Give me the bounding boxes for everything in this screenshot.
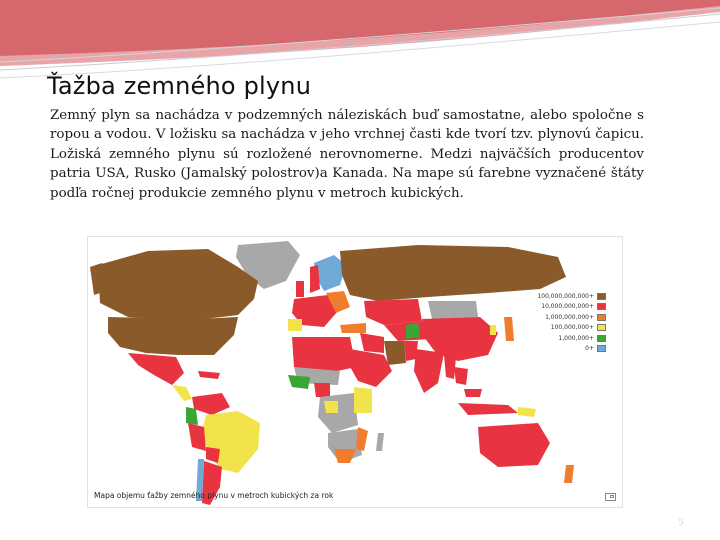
russia-region [340,245,566,301]
mozambique-region [356,427,368,451]
west-africa-region [288,375,310,389]
bolivia-region [206,447,220,463]
legend-label: 100,000,000,000+ [537,292,594,300]
slide-title: Ťažba zemného plynu [47,72,312,100]
slide-body-text: Zemný plyn sa nachádza v podzemných náleziskách buď samostatne, alebo spoločne s ropou a vodou. V ložisku sa nachádza v jeho vrchnej časti kde tvorí tzv. plynovú čapicu. Ložiská zemného plynu sú rozložené nerovnomerne. Medzi najväčších producentov patria USA, Rusko (Jamalský polostrov)a Kanada. Na mape sú farebne vyznačené štáty podľa ročnej produkcie zemného plynu v metroch kubických. [50,108,644,201]
indonesia-region [458,403,518,415]
nigeria-region [314,383,330,397]
algeria-region [304,337,328,361]
map-caption: Mapa objemu ťažby zemného plynu v metroch kubických za rok [94,491,334,500]
arabia-region [348,349,392,387]
legend-swatch [597,324,606,331]
east-africa-region [354,387,372,413]
mongolia-region [428,301,478,319]
world-map [88,237,624,509]
central-america-region [172,385,192,401]
korea-region [490,325,496,335]
japan-region [504,317,514,341]
iraq-region [360,333,384,353]
peru-region [188,423,206,451]
afghanistan-region [406,323,420,339]
canada-region [98,249,258,321]
legend-label: 1,000,000+ [558,334,594,342]
iberia-region [288,319,302,331]
legend-label: 10,000,000,000+ [541,303,594,311]
thailand-region [454,367,468,385]
india-region [414,349,444,393]
equatorial-africa-region [324,401,338,413]
mexico-region [128,353,184,385]
legend-swatch [597,335,606,342]
legend-label: 1,000,000,000+ [545,313,594,321]
legend-swatch [597,293,606,300]
png-region [518,407,536,417]
usa-region [108,317,238,355]
caribbean-region [198,371,220,379]
expand-icon[interactable] [605,493,616,501]
page-number: 5 [678,518,684,528]
iran-region [384,341,406,365]
myanmar-region [444,355,456,379]
legend-item [536,344,608,355]
legend-swatch [597,303,606,310]
malaysia-region [464,389,482,397]
legend-item [536,333,608,344]
legend-item [536,302,608,313]
turkey-region [340,323,366,333]
new-zealand-region [564,465,574,483]
legend-item [536,291,608,302]
south-africa-region [334,449,356,463]
legend-item [536,312,608,323]
gas-production-map [87,236,623,508]
australia-region [478,423,550,467]
legend-swatch [597,345,606,352]
legend-label: 100,000,000+ [550,324,594,332]
legend-swatch [597,314,606,321]
legend-label: 0+ [585,345,594,353]
venezuela-region [192,393,230,415]
legend-item [536,323,608,334]
kazakhstan-region [364,299,422,325]
map-legend [536,291,608,354]
madagascar-region [376,433,384,451]
uk-region [296,281,304,297]
